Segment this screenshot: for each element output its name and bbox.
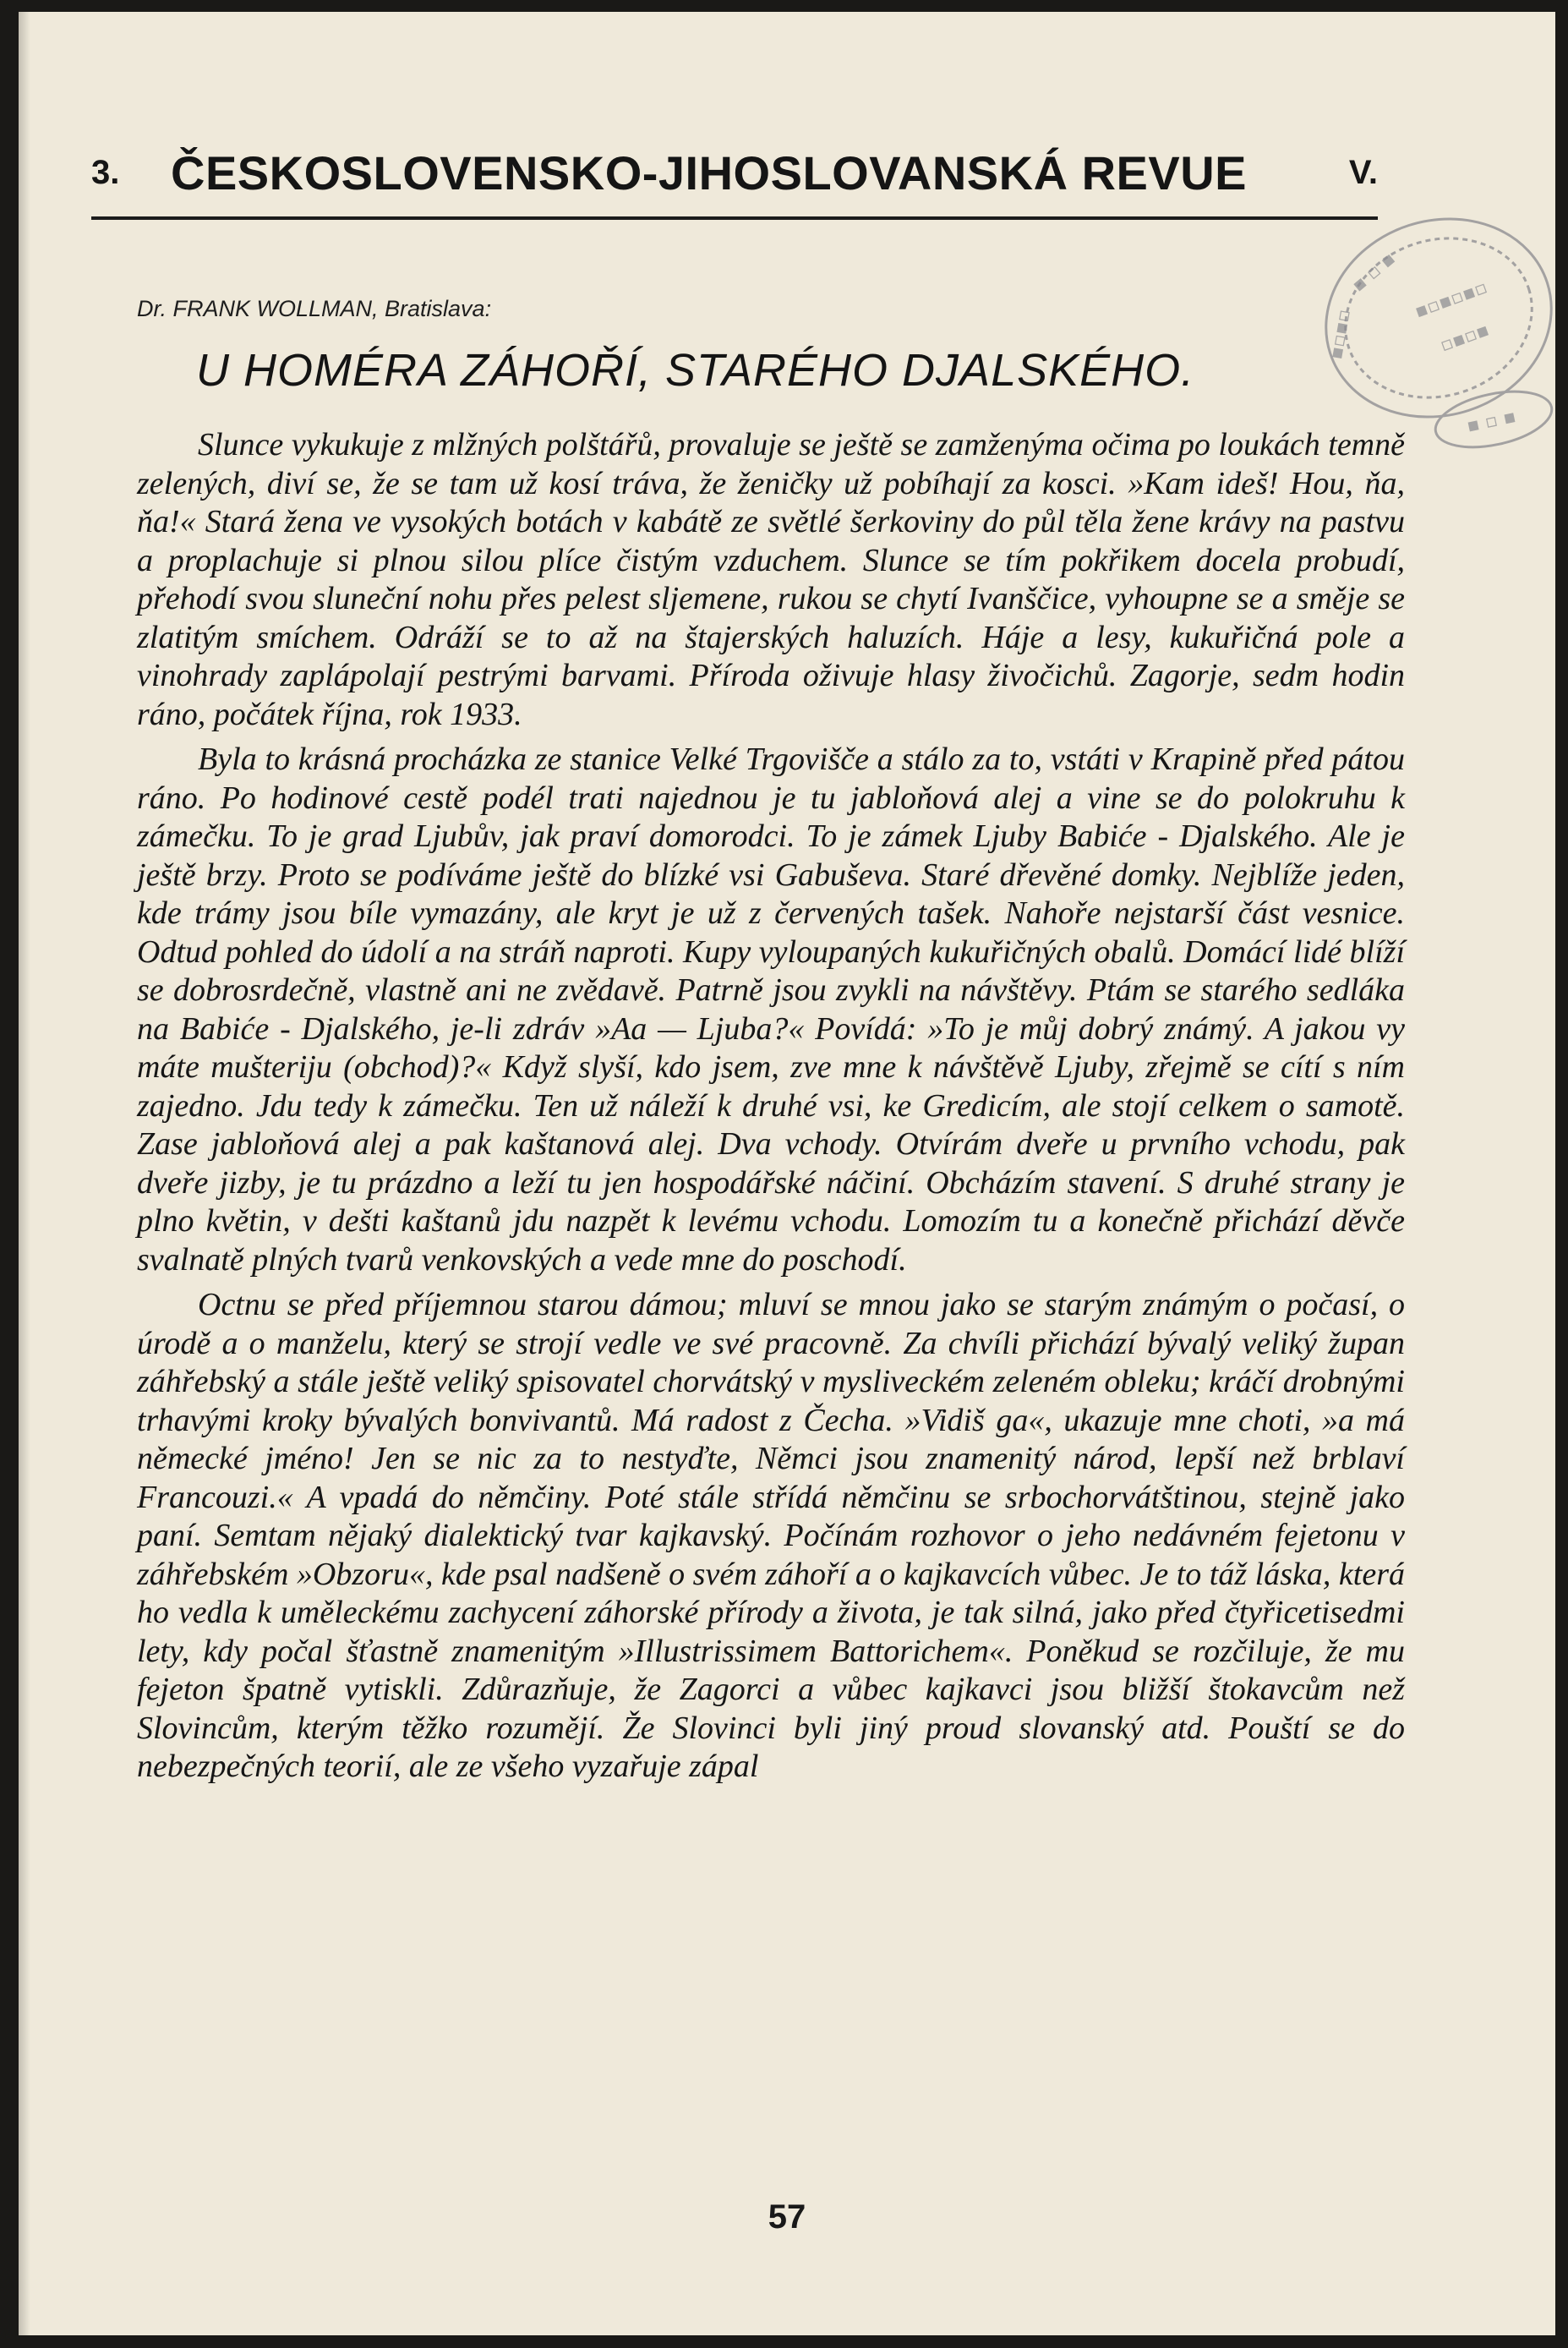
library-stamp bbox=[1291, 191, 1555, 483]
svg-text:▫▪▫▪: ▫▪▫▪ bbox=[1437, 319, 1493, 357]
header-rule bbox=[91, 216, 1378, 220]
author-byline: Dr. FRANK WOLLMAN, Bratislava: bbox=[137, 296, 492, 321]
svg-text:▪▫▪▫: ▪▫▪▫ bbox=[1325, 307, 1356, 362]
article-body bbox=[137, 426, 1405, 1793]
page-number: 57 bbox=[768, 2198, 806, 2236]
svg-text:▪ ▫ ▪: ▪ ▫ ▪ bbox=[1465, 406, 1518, 437]
running-header bbox=[91, 139, 1378, 203]
journal-title: ČESKOSLOVENSKO-JIHOSLOVANSKÁ REVUE bbox=[171, 146, 1248, 200]
paragraph: Byla to krásná procházka ze stanice Velké Trgovišče a stálo za to, vstáti v Krapině před pátou ráno. Po hodinové cestě podél trati najednou je tu jabloňová alej a vine se do polokruhu k zámečku. To je grad Ljubův, jak praví domorodci. To je zámek Ljuby Babiće - Djalského. Ale je ještě brzy. Proto se podíváme ještě do blízké vsi Gabuševa. Staré dřevěné domky. Nejblíže jeden, kde trámy jsou bíle vymazány, ale kryt je už z červených tašek. Nahoře nejstarší část vesnice. Odtud pohled do údolí a na stráň naproti. Kupy vyloupaných kukuřičných obalů. Domácí lidé blíží se dobrosrdečně, vlastně ani ne zvědavě. Patrně jsou zvykli na návštěvy. Ptám se starého sedláka na Babiće - Djalského, je-li zdráv »Aa — Ljuba?« Povídá: »To je můj dobrý známý. A jakou vy máte mušteriju (obchod)?« Když slyší, kdo jsem, zve mne k návštěvě Ljuby, zřejmě se cítí s ním zajedno. Jdu tedy k zámečku. Ten už náleží k druhé vsi, ke Gredicím, ale stojí celkem o samotě. Zase jabloňová alej a pak kaštanová alej. Dva vchody. Otvírám dveře u prvního vchodu, pak dveře jizby, je tu prázdno a leží tu jen hospodářské náčiní. Obcházím stavení. S druhé strany je plno květin, v dešti kaštanů jdu nazpět k levému vchodu. Lomozím tu a konečně přichází děvče svalnatě plných tvarů venkovských a vede mne do poschodí. bbox=[137, 742, 1405, 1278]
page-edge-shadow bbox=[19, 12, 30, 2335]
volume-number: V. bbox=[1348, 154, 1378, 191]
library-stamp-icon bbox=[1291, 191, 1555, 483]
svg-text:▪▫▪▫▪▫: ▪▫▪▫▪▫ bbox=[1412, 276, 1491, 323]
paragraph: Slunce vykukuje z mlžných polštářů, provaluje se ještě se zamženýma očima po loukách temně zelených, diví se, že se tam už kosí tráva, že ženičky už pobíhají za kosci. »Kam ideš! Hou, ňa, ňa!« Stará žena ve vysokých botách v kabátě ze světlé šerkoviny do půl těla žene krávy na pastvu a proplachuje si plnou silou plíce čistým vzduchem. Slunce se tím pokřikem docela probudí, přehodí svou sluneční nohu přes pelest sljemene, rukou se chytí Ivanščice, vyhoupne se a směje se zlatitým smíchem. Odráží se to až na štajerských haluzích. Háje a lesy, kukuřičná pole a vinohrady zaplápolají pestrými barvami. Příroda oživuje hlasy živočichů. Zagorje, sedm hodin ráno, počátek října, rok 1933. bbox=[137, 427, 1405, 732]
issue-number: 3. bbox=[91, 154, 120, 191]
document-page bbox=[19, 12, 1555, 2335]
paragraph: Octnu se před příjemnou starou dámou; mluví se mnou jako se starým známým o počasí, o úrodě a o manželu, který se strojí vedle ve své pracovně. Za chvíli přichází bývalý veliký župan záhřebský a stále ještě veliký spisovatel chorvátský v mysliveckém zeleném obleku; kráčí drobnými trhavými kroky bývalých bonvivantů. Má radost z Čecha. »Vidiš ga«, ukazuje mne choti, »a má německé jméno! Jen se nic za to nestyďte, Němci jsou znamenitý národ, lepší než brblaví Francouzi.« A vpadá do němčiny. Poté stále střídá němčinu se srbochorvátštinou, stejně jako paní. Semtam nějaký dialektický tvar kajkavský. Počínám rozhovor o jeho nedávném fejetonu v záhřebském »Obzoru«, kde psal nadšeně o svém záhoří a o kajkavcích vůbec. Je to táž láska, která ho vedla k uměleckému zachycení záhorské přírody a života, je tak silná, jako před čtyřicetisedmi lety, kdy počal šťastně znamenitým »Illustrissimem Battorichem«. Poněkud se rozčiluje, že mu fejeton špatně vytiskli. Zdůrazňuje, že Zagorci a vůbec kajkavci jsou bližší štokavcům než Slovincům, kterým těžko rozumějí. Že Slovinci byli jiný proud slovanský atd. Pouští se do nebezpečných teorií, ale ze všeho vyzařuje zápal bbox=[137, 1287, 1405, 1784]
article-title: U HOMÉRA ZÁHOŘÍ, STARÉHO DJALSKÉHO. bbox=[196, 345, 1195, 396]
svg-text:▪ ▫ ▪: ▪ ▫ ▪ bbox=[1347, 248, 1400, 297]
